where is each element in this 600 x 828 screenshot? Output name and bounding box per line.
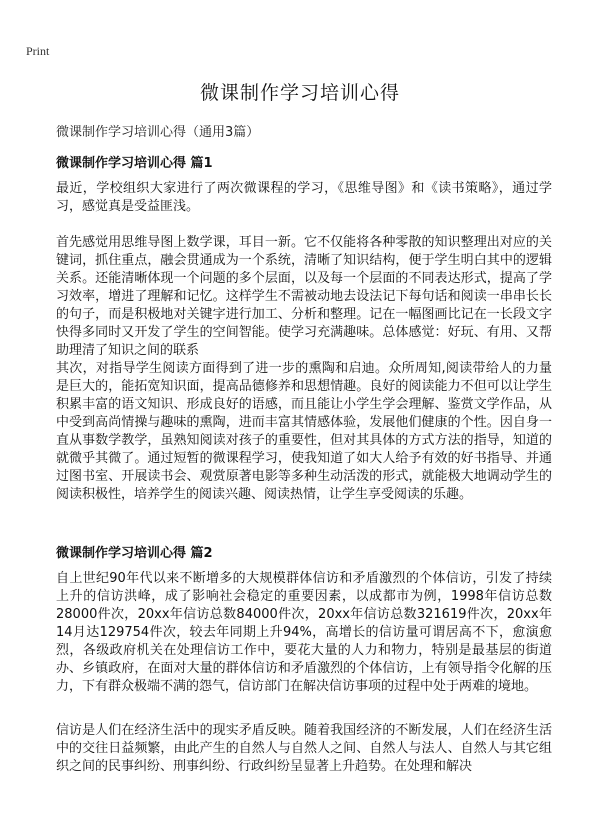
page-title: 微课制作学习培训心得 xyxy=(199,82,400,104)
document-subtitle: 微课制作学习培训心得（通用3篇） xyxy=(56,125,260,140)
paragraph: 其次，对指导学生阅读方面得到了进一步的熏陶和启迪。众所周知,阅读带给人的力量是巨大的，能拓宽知识面，提高品德修养和思想情趣。良好的阅读能力不但可以让学生积累丰富的语文知识、形成良好的语感，而且能让小学生学会理解、鉴赏文学作品，从中受到高尚情操与趣味的熏陶，进而丰富其情感体验，发展他们健康的个性。因自身一直从事数学教学，虽熟知阅读对孩子的重要性，但对其具体的方式方法的指导，知道的就微乎其微了。通过短暂的微课程学习，使我知道了如大人给予有效的好书指导、并通过图书室、开展读书会、观赏原著电影等多种生动活泼的形式，就能极大地调动学生的阅读积极性，培养学生的阅读兴趣、阅读热情，让学生享受阅读的乐趣。 xyxy=(56,361,552,502)
paragraph: 自上世纪90年代以来不断增多的大规模群体信访和矛盾激烈的个体信访，引发了持续上升的信访洪峰，成了影响社会稳定的重要因素，以成都市为例，1998年信访总数28000件次，20xx年信访总数84000件次，20xx年信访总数321619件次，20xx年14月达129754件次，较去年同期上升94%，高增长的信访量可谓居高不下，愈演愈烈，各级政府机关在处理信访工作中，要花大量的人力和物力，特别是最基层的街道办、乡镇政府，在面对大量的群体信访和矛盾激烈的个体信访，上有领导指令化解的压力，下有群众极端不满的怨气，信访部门在解决信访事项的过程中处于两难的境地。 xyxy=(56,571,552,694)
paragraph: 信访是人们在经济生活中的现实矛盾反映。随着我国经济的不断发展，人们在经济生活中的交往日益频繁，由此产生的自然人与自然人之间、自然人与法人、自然人与其它组织之间的民事纠纷、刑事纠纷、行政纠纷呈显著上升趋势。在处理和解决 xyxy=(56,723,552,774)
paragraph: 首先感觉用思维导图上数学课，耳目一新。它不仅能将各种零散的知识整理出对应的关键词，抓住重点，融会贯通成为一个系统，清晰了知识结构，便于学生明白其中的逻辑关系。还能清晰体现一个问题的多个层面，以及每一个层面的不同表达形式，提高了学习效率，增进了理解和记忆。这样学生不需被动地去设法记下每句话和阅读一串串长长的句子，而是积极地对关键字进行加工、分析和整理。记在一幅图画比记在一长段文字快得多同时又开发了学生的空间智能。使学习充满趣味。总体感觉：好玩、有用、又帮助理清了知识之间的联系 xyxy=(56,235,552,358)
section-heading-1: 微课制作学习培训心得 篇1 xyxy=(56,156,213,171)
print-label[interactable]: Print xyxy=(26,44,50,58)
section-heading-2: 微课制作学习培训心得 篇2 xyxy=(56,546,213,561)
paragraph: 最近，学校组织大家进行了两次微课程的学习，《思维导图》和《读书策略》，通过学习，感觉真是受益匪浅。 xyxy=(56,181,552,214)
